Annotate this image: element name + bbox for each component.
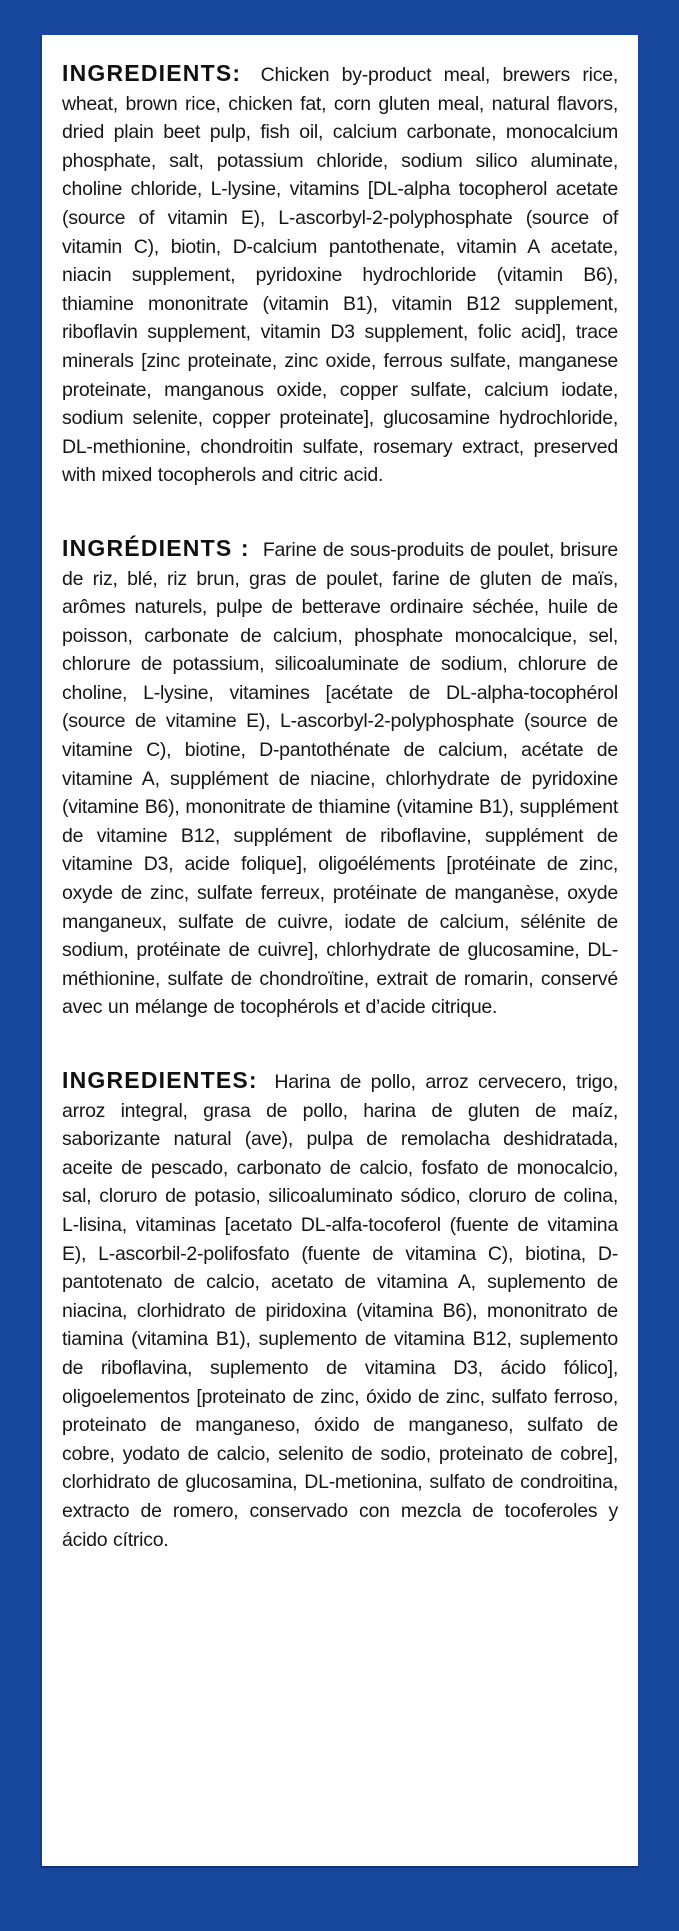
ingredients-heading-spanish: INGREDIENTES: [62,1067,258,1093]
ingredients-section-english [62,59,618,490]
ingredients-body-spanish: Harina de pollo, arroz cervecero, trigo, arroz integral, grasa de pollo, harina de gluten de maíz, saborizante natural (ave), pulpa de remolacha deshidratada, aceite de pescado, carbonato de calcio, fosfato de monocalcio, sal, cloruro de potasio, silicoaluminato sódico, cloruro de colina, L-lisina, vitaminas [acetato DL-alfa-tocoferol (fuente de vitamina E), L-ascorbil-2-polifosfato (fuente de vitamina C), biotina, D-pantotenato de calcio, acetato de vitamina A, suplemento de niacina, clorhidrato de piridoxina (vitamina B6), mononitrato de tiamina (vitamina B1), suplemento de vitamina B12, suplemento de riboflavina, suplemento de vitamina D3, ácido fólico], oligoelementos [proteinato de zinc, óxido de zinc, sulfato ferroso, proteinato de manganeso, óxido de manganeso, sulfato de cobre, yodato de calcio, selenito de sodio, proteinato de cobre], clorhidrato de glucosamina, DL-metionina, sulfato de condroitina, extracto de romero, conservado con mezcla de tocoferoles y ácido cítrico. [62,1071,619,1551]
ingredients-section-french [62,534,618,1022]
ingredient-label-panel [40,35,638,1866]
ingredients-section-spanish [62,1066,618,1554]
ingredients-heading-french: INGRÉDIENTS : [62,534,250,561]
ingredients-body-french: Farine de sous-produits de poulet, brisure de riz, blé, riz brun, gras de poulet, farine de gluten de maïs, arômes naturels, pulpe de betterave ordinaire séchée, huile de poisson, carbonate de calcium, phosphate monocalcique, sel, chlorure de potassium, silicoaluminate de sodium, chlorure de choline, L-lysine, vitamines [acétate de DL-alpha-tocophérol (source de vitamine E), L-ascorbyl-2-polyphosphate (source de vitamine C), biotine, D-pantothénate de calcium, acétate de vitamine A, supplément de niacine, chlorhydrate de pyridoxine (vitamine B6), mononitrate de thiamine (vitamine B1), supplément de vitamine B12, supplément de riboflavine, supplément de vitamine D3, acide folique], oligoéléments [protéinate de zinc, oxyde de zinc, sulfate ferreux, protéinate de manganèse, oxyde manganeux, sulfate de cuivre, iodate de calcium, sélénite de sodium, protéinate de cuivre], chlorhydrate de glucosamine, DL-méthionine, sulfate de chondroïtine, extrait de romarin, conservé avec un mélange de tocophérols et d’acide citrique. [62,538,618,1019]
ingredients-heading-english: INGREDIENTS: [62,60,242,86]
ingredients-body-english: Chicken by-product meal, brewers rice, wheat, brown rice, chicken fat, corn gluten meal, natural flavors, dried plain beet pulp, fish oil, calcium carbonate, monocalcium phosphate, salt, potassium chloride, sodium silico aluminate, choline chloride, L-lysine, vitamins [DL-alpha tocopherol acetate (source of vitamin E), L-ascorbyl-2-polyphosphate (source of vitamin C), biotin, D-calcium pantothenate, vitamin A acetate, niacin supplement, pyridoxine hydrochloride (vitamin B6), thiamine mononitrate (vitamin B1), vitamin B12 supplement, riboflavin supplement, vitamin D3 supplement, folic acid], trace minerals [zinc proteinate, zinc oxide, ferrous sulfate, manganese proteinate, manganous oxide, copper sulfate, calcium iodate, sodium selenite, copper proteinate], glucosamine hydrochloride, DL-methionine, chondroitin sulfate, rosemary extract, preserved with mixed tocopherols and citric acid. [62,64,618,487]
